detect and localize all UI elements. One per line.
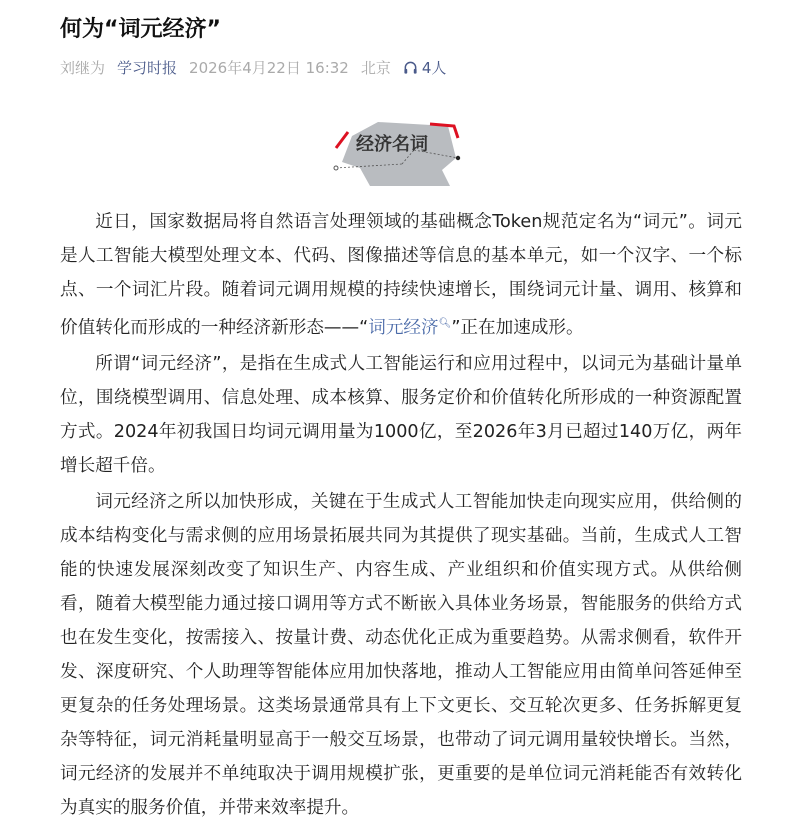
headphones-icon — [403, 60, 418, 75]
article-body — [60, 205, 742, 827]
search-icon: 🔍︎ — [438, 318, 452, 329]
paragraph: 词元经济之所以加快形成，关键在于生成式人工智能加快走向现实应用，供给侧的成本结构变化与需求侧的应用场景拓展共同为其提供了现实基础。当前，生成式人工智能的快速发展深刻改变了知识生产、内容生成、产业组织和价值实现方式。从供给侧看，随着大模型能力通过接口调用等方式不断嵌入具体业务场景，智能服务的供给方式也在发生变化，按需接入、按量计费、动态优化正成为重要趋势。从需求侧看，软件开发、深度研究、个人助理等智能体应用加快落地，推动人工智能应用由简单问答延伸至更复杂的任务处理场景。这类场景通常具有上下文更长、交互轮次更多、任务拆解更复杂等特征，词元消耗量明显高于一般交互场景，也带动了词元调用量较快增长。当然，词元经济的发展并不单纯取决于调用规模扩张，更重要的是单位词元消耗能否有效转化为真实的服务价值，并带来效率提升。 — [60, 491, 742, 818]
keyword-link[interactable] — [368, 318, 451, 338]
listener-count: 4人 — [421, 59, 447, 77]
paragraph-text: 近日，国家数据局将自然语言处理领域的基础概念Token规范定名为“词元”。词元是人工智能大模型处理文本、代码、图像描述等信息的基本单元，如一个汉字、一个标点、一个词汇片段。随着词元调用规模的持续快速增长，围绕词元计量、调用、核算和价值转化而形成的一种经济新形态——“ — [60, 212, 742, 338]
publish-time: 2026年4月22日 16:32 — [189, 59, 349, 77]
economic-term-figure — [330, 118, 465, 188]
keyword-text: 词元经济 — [368, 317, 439, 338]
listen-button[interactable] — [403, 57, 447, 78]
article-meta — [60, 57, 446, 78]
figure-text: 经济名词 — [356, 134, 428, 155]
article-title: 何为“词元经济” — [60, 17, 221, 42]
paragraph: 所谓“词元经济”，是指在生成式人工智能运行和应用过程中，以词元为基础计量单位，围绕模型调用、信息处理、成本核算、服务定价和价值转化所形成的一种资源配置方式。2024年初我国日均词元调用量为1000亿，至2026年3月已超过140万亿，两年增长超千倍。 — [60, 353, 742, 476]
author: 刘继为 — [60, 59, 106, 77]
paragraph-text: ”正在加速成形。 — [451, 317, 584, 338]
paragraph — [60, 205, 742, 345]
source-link[interactable]: 学习时报 — [117, 59, 178, 77]
location: 北京 — [360, 59, 391, 77]
